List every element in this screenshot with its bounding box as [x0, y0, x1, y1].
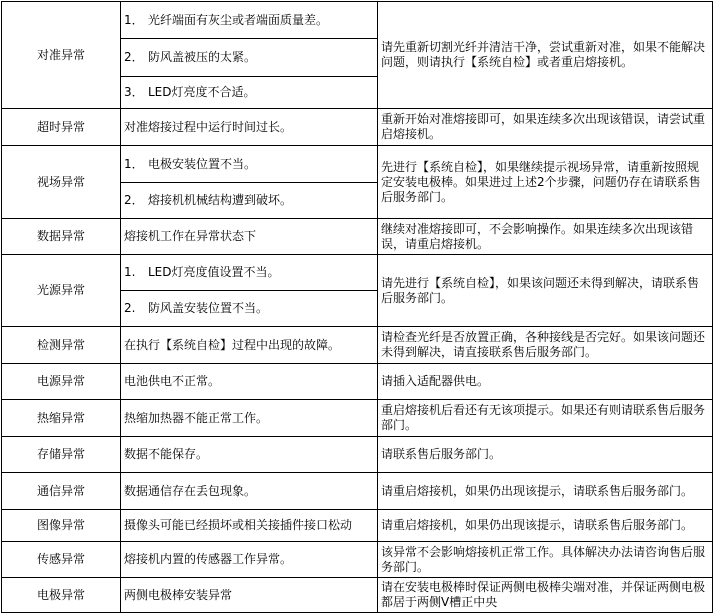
- table-row: [2, 109, 713, 146]
- solution-cell: 请插入适配器供电。: [378, 364, 713, 400]
- cause-text: 摄像头可能已经损坏或相关接插件接口松动: [124, 518, 353, 532]
- cause-cell: [121, 146, 378, 183]
- cause-cell: [121, 255, 378, 291]
- cause-cell: [121, 510, 378, 542]
- error-type-cell: 电极异常: [2, 578, 121, 613]
- table-row: [2, 255, 713, 291]
- cause-text: LED灯亮度值设置不当。: [148, 265, 280, 279]
- error-type-cell: 热缩异常: [2, 400, 121, 437]
- table-row: [2, 2, 713, 39]
- solution-cell: 重启熔接机后看还有无该项提示。如果还有则请联系售后服务部门。: [378, 400, 713, 437]
- cause-cell: [121, 109, 378, 146]
- cause-cell: [121, 39, 378, 77]
- table-row: [2, 510, 713, 542]
- cause-number: 3．: [124, 85, 144, 99]
- cause-cell: [121, 183, 378, 219]
- cause-text: 熔接机内置的传感器工作异常。: [124, 552, 293, 566]
- error-type-cell: 超时异常: [2, 109, 121, 146]
- cause-text: 对准熔接过程中运行时间过长。: [124, 119, 293, 134]
- cause-cell: [121, 400, 378, 437]
- solution-cell: 请重启熔接机，如果仍出现该提示，请联系售后服务部门。: [378, 510, 713, 542]
- error-type-cell: 存储异常: [2, 437, 121, 473]
- solution-cell: 请联系售后服务部门。: [378, 437, 713, 473]
- solution-cell: 先进行【系统自检】，如果继续提示视场异常，请重新按照规定安装电极棒。如果进过上述2个步骤，问题仍存在请联系售后服务部门。: [378, 146, 713, 219]
- error-type-cell: 图像异常: [2, 510, 121, 542]
- solution-cell: 重新开始对准熔接即可，如果连续多次出现该错误，请尝试重启熔接机。: [378, 109, 713, 146]
- table-row: [2, 146, 713, 183]
- error-table: [1, 1, 713, 613]
- solution-cell: 请先进行【系统自检】，如果该问题还未得到解决，请联系售后服务部门。: [378, 255, 713, 327]
- cause-cell: [121, 473, 378, 510]
- table-row: [2, 578, 713, 613]
- cause-number: 1．: [124, 12, 144, 27]
- cause-cell: [121, 77, 378, 109]
- cause-text: 两侧电极棒安装异常: [124, 587, 233, 602]
- cause-text: 数据通信存在丢包现象。: [124, 483, 257, 498]
- solution-cell: 该异常不会影响熔接机正常工作。具体解决办法请咨询售后服务部门。: [378, 542, 713, 578]
- cause-cell: [121, 542, 378, 578]
- error-type-cell: 检测异常: [2, 327, 121, 364]
- cause-text: 电池供电不正常。: [124, 374, 221, 388]
- cause-cell: [121, 578, 378, 613]
- error-table-body: [2, 2, 713, 613]
- cause-text: 光纤端面有灰尘或者端面质量差。: [148, 12, 329, 27]
- cause-text: 防风盖被压的太紧。: [148, 50, 257, 64]
- cause-cell: [121, 219, 378, 255]
- table-row: [2, 473, 713, 510]
- table-row: [2, 437, 713, 473]
- error-type-cell: 传感异常: [2, 542, 121, 578]
- solution-cell: 请重启熔接机，如果仍出现该提示，请联系售后服务部门。: [378, 473, 713, 510]
- cause-text: 电极安装位置不当。: [148, 156, 257, 171]
- cause-text: LED灯亮度不合适。: [148, 85, 256, 99]
- error-type-cell: 数据异常: [2, 219, 121, 255]
- cause-cell: [121, 291, 378, 327]
- table-row: [2, 327, 713, 364]
- cause-number: 2．: [124, 193, 144, 207]
- error-type-cell: 通信异常: [2, 473, 121, 510]
- cause-number: 2．: [124, 50, 144, 64]
- table-row: [2, 400, 713, 437]
- solution-cell: 请在安装电极棒时保证两侧电极棒尖端对准，并保证两侧电极都居于两侧V槽正中央: [378, 578, 713, 613]
- cause-cell: [121, 2, 378, 39]
- table-row: [2, 364, 713, 400]
- cause-number: 1．: [124, 156, 144, 171]
- error-type-cell: 对准异常: [2, 2, 121, 109]
- cause-number: 2.: [124, 301, 136, 315]
- cause-text: 热缩加热器不能正常工作。: [124, 410, 269, 425]
- solution-cell: 继续对准熔接即可，不会影响操作。如果连续多次出现该错误，请重启熔接机。: [378, 219, 713, 255]
- cause-cell: [121, 364, 378, 400]
- solution-cell: 请检查光纤是否放置正确，各种接线是否完好。如果该问题还未得到解决，请直接联系售后服务部门。: [378, 327, 713, 364]
- cause-text: 防风盖安装位置不当。: [148, 301, 269, 315]
- cause-text: 熔接机工作在异常状态下: [124, 229, 257, 243]
- cause-text: 数据不能保存。: [124, 447, 209, 461]
- table-row: [2, 219, 713, 255]
- cause-cell: [121, 437, 378, 473]
- solution-cell: 请先重新切割光纤并清洁干净，尝试重新对准，如果不能解决问题，则请执行【系统自检】或者重启熔接机。: [378, 2, 713, 109]
- table-row: [2, 542, 713, 578]
- cause-text: 在执行【系统自检】过程中出现的故障。: [124, 337, 341, 352]
- cause-text: 熔接机机械结构遭到破坏。: [148, 193, 293, 207]
- cause-cell: [121, 327, 378, 364]
- error-type-cell: 光源异常: [2, 255, 121, 327]
- error-type-cell: 视场异常: [2, 146, 121, 219]
- cause-number: 1.: [124, 265, 136, 279]
- error-type-cell: 电源异常: [2, 364, 121, 400]
